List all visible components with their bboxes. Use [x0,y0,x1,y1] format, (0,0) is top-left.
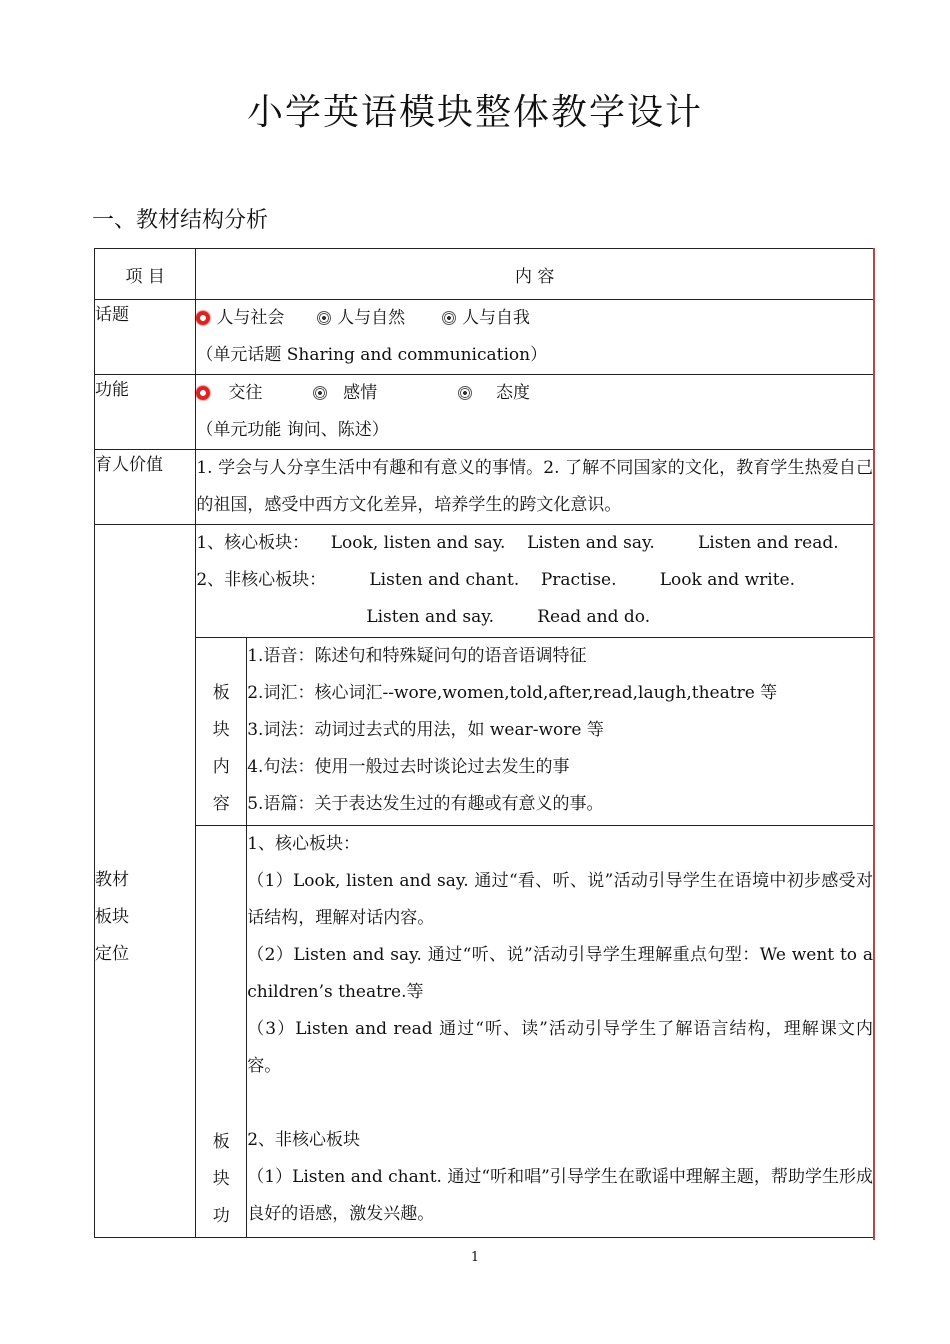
header-item: 项 目 [95,249,196,300]
margin-line [873,248,875,1240]
value-label: 育人价值 [95,450,196,525]
list-item: 5.语篇：关于表达发生过的有趣或有意义的事。 [247,794,604,814]
blank-line [247,1085,873,1122]
function-note: （单元功能 询问、陈述） [196,420,389,440]
topic-option-2: 人与自然 [337,308,406,328]
vertical-label-char: 容 [212,794,230,814]
core-modules-line: 1、核心板块： Look, listen and say. Listen and say. Listen and read. [196,533,839,553]
analysis-table [94,248,874,1238]
list-item: 4.句法：使用一般过去时谈论过去发生的事 [247,757,570,777]
positioning-label-line: 定位 [95,944,129,964]
positioning-label-line: 教材 [95,870,129,890]
vertical-label-char: 板 [212,1132,230,1152]
vertical-label-char: 板 [212,683,230,703]
function-option-1: 交往 [228,383,263,403]
function-row [95,375,874,450]
table-header-row [95,249,874,300]
positioning-label [95,525,196,1238]
value-text: 1. 学会与人分享生活中有趣和有意义的事情。2. 了解不同国家的文化，教育学生热爱自己的祖国，感受中西方文化差异，培养学生的跨文化意识。 [196,450,874,525]
list-item: 3.词法：动词过去式的用法，如 wear-wore 等 [247,720,604,740]
paragraph: （1）Look, listen and say. 通过“看、听、说”活动引导学生在语境中初步感受对话结构，理解对话内容。 [247,871,873,928]
topic-option-1: 人与社会 [216,308,285,328]
function-label: 功能 [95,375,196,450]
radio-unselected-icon [442,311,456,325]
module-content-label [196,638,247,826]
topic-note: （单元话题 Sharing and communication） [196,345,548,365]
function-option-3: 态度 [495,383,530,403]
radio-unselected-icon [317,311,331,325]
module-content-row [95,638,874,826]
radio-unselected-icon [313,386,327,400]
positioning-label-line: 板块 [95,907,129,927]
function-core-title: 1、核心板块： [247,834,361,854]
value-row [95,450,874,525]
vertical-label-char: 内 [212,757,230,777]
topic-option-3: 人与自我 [461,308,530,328]
noncore-modules-line-2: Listen and say. Read and do. [366,607,651,627]
vertical-label-char: 块 [212,720,230,740]
topic-content [196,300,874,375]
radio-unselected-icon [458,386,472,400]
positioning-row [95,525,874,638]
module-function-label [196,826,247,1238]
topic-row [95,300,874,375]
radio-selected-icon [196,311,210,325]
page-number: 1 [470,1250,480,1265]
module-function-text [247,826,874,1238]
vertical-label-char: 功 [212,1206,230,1226]
vertical-label-char: 块 [212,1169,230,1189]
topic-label: 话题 [95,300,196,375]
paragraph: （2）Listen and say. 通过“听、说”活动引导学生理解重点句型：We went to a children’s theatre.等 [247,945,873,1002]
paragraph: （3）Listen and read 通过“听、读”活动引导学生了解语言结构，理解课文内容。 [247,1019,873,1076]
noncore-modules-line: 2、非核心板块： Listen and chant. Practise. Look and write. [196,570,795,590]
radio-selected-icon [196,386,210,400]
function-noncore-title: 2、非核心板块 [247,1130,361,1150]
module-list [196,525,874,638]
header-content: 内 容 [196,249,874,300]
list-item: 2.词汇：核心词汇--wore,women,told,after,read,laugh,theatre 等 [247,683,778,703]
paragraph: （1）Listen and chant. 通过“听和唱”引导学生在歌谣中理解主题，帮助学生形成良好的语感，激发兴趣。 [247,1167,873,1224]
list-item: 1.语音：陈述句和特殊疑问句的语音语调特征 [247,646,587,666]
section-heading: 一、教材结构分析 [92,208,269,233]
function-option-2: 感情 [343,383,378,403]
document-title: 小学英语模块整体教学设计 [246,92,703,133]
module-function-row [95,826,874,1238]
module-content-list [247,638,874,826]
function-content [196,375,874,450]
